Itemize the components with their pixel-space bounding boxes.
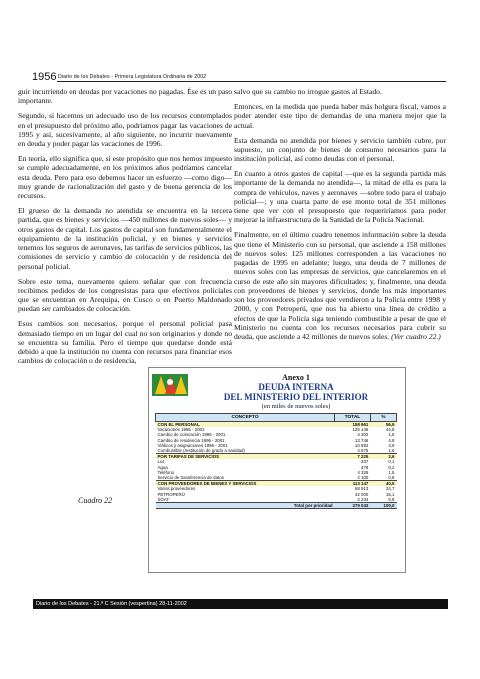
total-row [156, 503, 397, 509]
total-cell: 125 146 [335, 427, 371, 432]
paragraph: Sobre este tema, nuevamente quiero señalar que con frecuencia recibimos pedidos de los congresistas para que efectivos policiales que se encuentran en Arequipa, en Cusco o en Puerto Maldonado puedan ser cambiados de colocación. [18, 276, 232, 314]
annex-subtitle-2: DEL MINISTERIO DEL INTERIOR [223, 392, 369, 402]
pct-cell: 1,6 [370, 448, 396, 454]
total-cell: 4 326 [335, 470, 371, 475]
total-cell: 2 100 [335, 475, 371, 481]
concept-cell: Servicio de transferencia de datos [156, 475, 335, 481]
annex-title: Anexo 1 [282, 373, 310, 382]
total-cell: 10 892 [335, 443, 371, 448]
paragraph: guir incurriendo en deudas por vacaciones no pagadas. Ése es un paso importante. [18, 87, 232, 106]
page-header [32, 71, 446, 85]
running-head: Diario de los Debates - Primera Legislatura Ordinaria de 2002 [58, 74, 207, 80]
column-header-concept: CONCEPTO [156, 414, 335, 422]
page-footer: Diario de los Debates - 21.ª C Sesión (vespertina) 28-11-2002 [33, 599, 448, 609]
concept-cell: CON PROVEEDORES DE BIENES Y SERVICIOS [156, 481, 335, 487]
pct-cell: 3,9 [370, 443, 396, 448]
pct-cell: 0,8 [370, 475, 396, 481]
annex-table-box [148, 367, 406, 573]
ministry-logo-icon [151, 370, 189, 398]
pct-cell: 15,1 [370, 492, 396, 497]
concept-cell: Varios proveedores [156, 486, 335, 491]
total-cell: 113 147 [335, 481, 371, 487]
left-column [18, 87, 232, 372]
column-header-pct: % [370, 414, 396, 422]
paragraph: En teoría, ello significa que, si este propósito que nos hemos impuesto se cumple adecuadamente, en los próximos años podríamos cancelar esta deuda. Pero para eso debemos hacer un esfuerzo —como digo— muy grande de racionalización del gasto y de buena gerencia de los recursos. [18, 154, 232, 201]
pct-cell: 2,6 [370, 454, 396, 460]
table-reference: (Ver cuadro 22.) [391, 332, 441, 342]
paragraph: Segundo, si hacemos un adecuado uso de los recursos contemplados en el presupuesto del próximo año, podríamos pagar las vacaciones de 1995 y así, sucesivamente, al año siguiente, no incurrir nuevamente en deuda y poder pagar las vacaciones de 1996. [18, 111, 232, 149]
total-cell: 158 661 [335, 422, 371, 428]
paragraph-final [234, 230, 446, 341]
pct-cell: 24,7 [370, 486, 396, 491]
paragraph: salvo que su cambio no irrogue gastos al Estado. [234, 87, 382, 96]
pct-cell: 0,2 [370, 465, 396, 470]
right-column [234, 87, 446, 347]
debt-table [155, 413, 397, 509]
concept-cell: CON EL PERSONAL [156, 422, 335, 428]
concept-cell: Viáticos y asignaciones 1996 - 2001 [156, 443, 335, 448]
concept-cell: Luz [156, 459, 335, 464]
concept-cell: PETROPERÚ [156, 492, 335, 497]
annex-subtitle-1: DEUDA INTERNA [258, 382, 334, 392]
concept-cell: Agua [156, 465, 335, 470]
pct-cell: 56,9 [370, 422, 396, 428]
total-cell: 337 [335, 459, 371, 464]
concept-cell: SOAT [156, 497, 335, 503]
total-cell: 4 575 [335, 448, 371, 454]
column-header-total: TOTAL [335, 414, 371, 422]
cuadro-label: Cuadro 22 [78, 496, 113, 505]
pct-cell: 44,8 [370, 427, 396, 432]
paragraph: Entonces, en la medida que pueda haber más holgura fiscal, vamos a poder atender este tipo de demandas de una manera mejor que la actual. [234, 102, 446, 130]
total-cell: 42 000 [335, 492, 371, 497]
paragraph-final-text: Finalmente, en el último cuadro tenemos información sobre la deuda que tiene el Ministerio con su personal, que asciende a 158 millones de nuevos soles: 125 millones corresponden a las vacaciones no pagadas de 1995 en adelante; luego, una deuda de 7 millones de nuevos soles con las empresas de servicios, que cancelaremos en el curso de este año sin mayores dificultades; y, finalmente, una deuda con proveedores de bienes y servicios, donde los más importantes son los proveedores privados que vendieron a la Policía entre 1998 y 2000, y con Petroperú, que nos ha abierto una línea de crédito a efectos de que la Policía siga teniendo combustible a pesar de que el Ministerio no cuenta con los recursos necesarios para cubrir su deuda, que asciende a 42 millones de nuevos soles. [234, 230, 446, 342]
paragraph: Esos cambios son necesarios, porque el personal policial pasa demasiado tiempo en un lugar del cual no son originarios y donde no se encuentra su familia. Pero el tiempe que quedarse donde está debido a que la institución no cuenta con recursos para financiar esos cambios de colocación o de residencia, [18, 319, 232, 366]
concept-cell: POR TARIFAS DE SERVICIOS [156, 454, 335, 460]
total-cell: 7 225 [335, 454, 371, 460]
total-cell: 68 913 [335, 486, 371, 491]
pct-cell: 0,8 [370, 497, 396, 503]
header-rule [57, 81, 446, 82]
paragraph: El grueso de la demanda no atendida se encuentra en la tercera partida, que es bienes y servicios —450 millones de nuevos soles— y otros gastos de capital. Los gastos de capital son fundamentalmente el equipamiento de la institución policial, y en bienes y servicios tenemos los seguros de aeronaves, las tarifas de servicios públicos, las comisiones de servicio y cambio de colocación y de residencia del personal policial. [18, 206, 232, 271]
total-cell: 13 746 [335, 438, 371, 443]
pct-cell: 1,5 [370, 432, 396, 437]
total-cell: 478 [335, 465, 371, 470]
page-number: 1956 [32, 71, 57, 83]
paragraph: Esta demanda no atendida por bienes y servicio también cubre, por supuesto, un conjunto de bienes de consumo necesarios para la institución policial, así como deudas con el personal. [234, 135, 446, 164]
total-cell: 2 234 [335, 497, 371, 503]
concept-cell: Cambio de residencia 1996 - 2001 [156, 438, 335, 443]
pct-cell: 0,1 [370, 459, 396, 464]
total-cell: 279 043 [335, 503, 371, 509]
annex-units: (en miles de nuevos soles) [261, 403, 331, 410]
concept-cell: Vacaciones 1995 - 2002 [156, 427, 335, 432]
total-cell: 4 302 [335, 432, 371, 437]
concept-cell: Teléfono [156, 470, 335, 475]
concept-cell: Cambio de colocación 1996 - 2001 [156, 432, 335, 437]
concept-cell: Total por prioridad [156, 503, 335, 509]
paragraph: En cuanto a otros gastos de capital —que es la segunda partida más importante de la demanda no atendida—, la mitad de ella es para la compra de vehículos, naves y aeronaves —sobre todo para el trabajo policial—; y una cuarta parte de ese monto total de 351 millones tiene que ver con el presupuesto que requeriríamos para poder mejorar la infraestructura de la Sanidad de la Policía Nacional. [234, 169, 446, 225]
pct-cell: 1,5 [370, 470, 396, 475]
table-header-row [156, 414, 397, 422]
pct-cell: 4,9 [370, 438, 396, 443]
pct-cell: 40,5 [370, 481, 396, 487]
concept-cell: Combustible (restitución de grado a sanidad) [156, 448, 335, 454]
pct-cell: 100,0 [370, 503, 396, 509]
